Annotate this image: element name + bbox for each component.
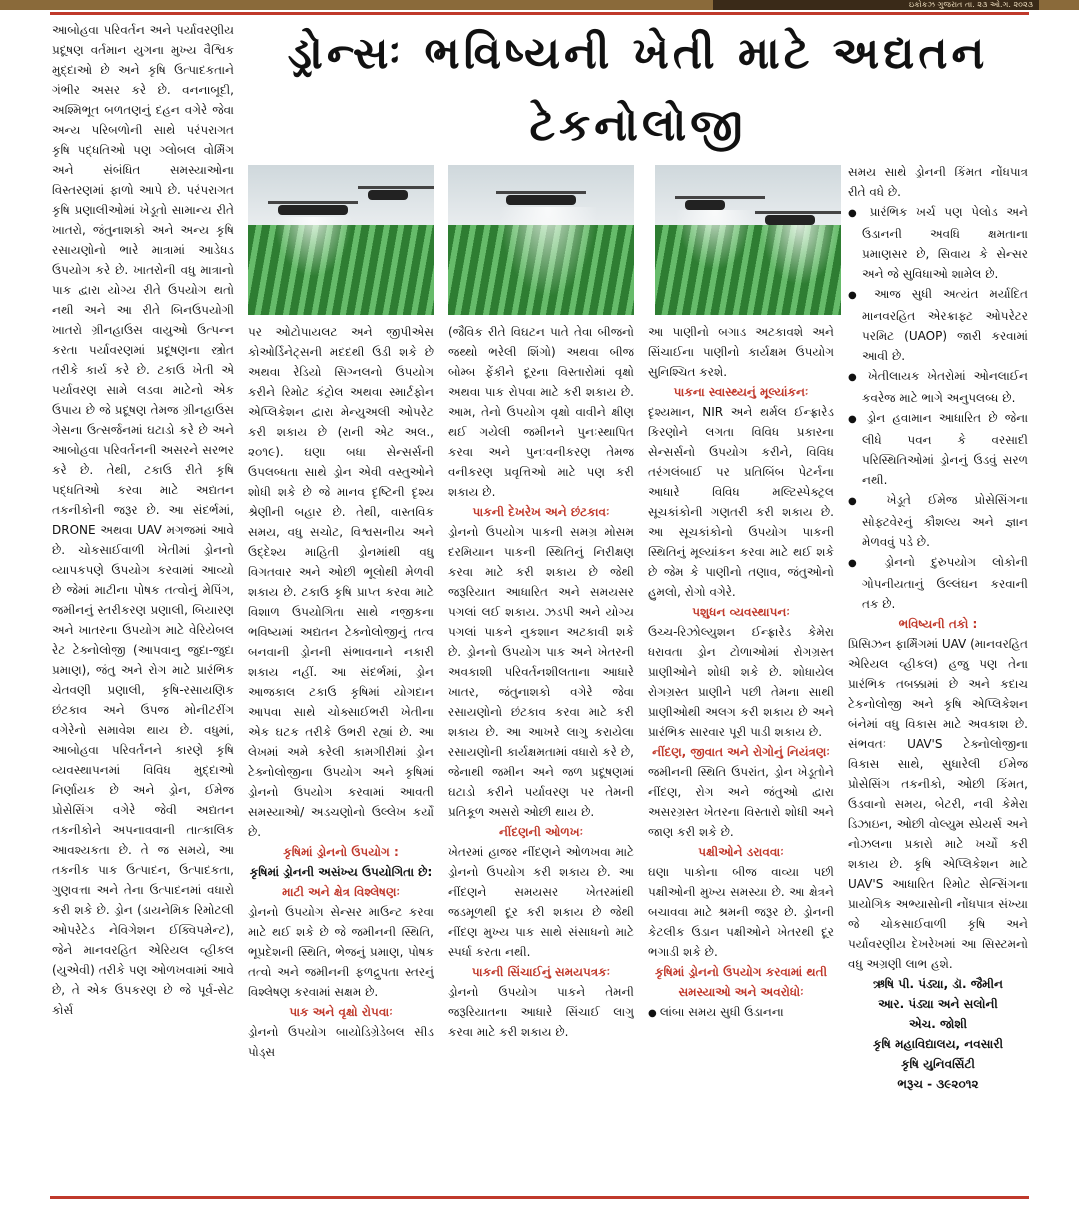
paragraph: ખેતરમાં હાજર નીંદણને ઓળખવા માટે ડ્રોનનો ઉપયોગ કરી શકાય છે. આ નીંદણને સમયસર ખેતરમાંથી જડમૂળથી દૂર કરી શકાય છે જેથી નીંદણ મુખ્ય પાક સાથે સંસાધનો માટે સ્પર્ધા કરતા નથી. bbox=[448, 845, 634, 959]
paragraph: પર ઓટોપાયલટ અને જીપીએસ કોઓર્ડિનેટ્સની મદદથી ઉડી શકે છે અથવા રેડિયો સિગ્નલનો ઉપયોગ કરીને રિમોટ કંટ્રોલ અથવા સ્માર્ટફોન એપ્લિકેશન દ્વારા મેન્યુઅલી ઓપરેટ કરી શકાય છે (રાની એટ અલ., ૨૦૧૯). ઘણા બધા સેન્સર્સની ઉપલબ્ધતા સાથે ડ્રોન એવી વસ્તુઓને શોધી શકે છે જે માનવ દૃષ્ટિની દૃશ્ય શ્રેણીની બહાર છે. તેથી, વાસ્તવિક સમય, વધુ સચોટ, વિશ્વસનીય અને ઉદ્દેશ્ય માહિતી ડ્રોનમાંથી વધુ વિગતવાર અને ઓછી ભૂલોથી મેળવી શકાય છે. ટકાઉ કૃષિ પ્રાપ્ત કરવા માટે વિશાળ ઉપયોગિતા સાથે નજીકના ભવિષ્યમાં અદ્યતન ટેક્નોલોજીનું તત્વ બનવાની ડ્રોનની સંભાવનાને નકારી શકાય નહીં. આ સંદર્ભમાં, ડ્રોન આજકાલ ટકાઉ કૃષિમાં યોગદાન આપવા સાથે ચોક્સાઈભરી ખેતીના એક ઘટક તરીકે ઉભરી રહ્યાં છે. આ લેખમાં અમે કરેલી કામગીરીમાં ડ્રોન ટેક્નોલોજીના ઉપયોગ અને કૃષિમાં ડ્રોનનો ઉપયોગ કરવામાં આવતી સમસ્યાઓ/ અડચણોનો ઉલ્લેખ કર્યો છે. bbox=[248, 325, 434, 839]
article-title: ડ્રોન્સઃ ભવિષ્યની ખેતી માટે અદ્યતન ટેકનોલોજી bbox=[287, 28, 989, 151]
section-heading: ભવિષ્યની તકો : bbox=[898, 617, 978, 631]
paragraph: આ પાણીનો બગાડ અટકાવશે અને સિંચાઈના પાણીનો કાર્યક્ષમ ઉપયોગ સુનિશ્ચિત કરશે. bbox=[648, 325, 834, 379]
section-heading: નીંદણની ઓળખઃ bbox=[498, 825, 584, 839]
paragraph: દૃશ્યમાન, NIR અને થર્મલ ઈન્ફ્રારેડ કિરણોને લગતા વિવિધ પ્રકારના સેન્સર્સનો ઉપયોગ કરીને, વિવિધ તરંગલંબાઈ પર પ્રતિબિંબ પેટર્નના આધારે વિવિધ મલ્ટિસ્પેક્ટ્રલ સૂચકાંકોની ગણતરી કરી શકાય છે. આ સૂચકાંકોનો ઉપયોગ પાકની સ્થિતિનું મૂલ્યાંકન કરવા માટે થઈ શકે છે જેમ કે પાણીનો તણાવ, જંતુઓનો હુમલો, રોગો વગેરે. bbox=[648, 405, 834, 599]
bottom-rule bbox=[50, 1196, 1029, 1199]
author-line: એચ. જોશી bbox=[908, 1017, 968, 1031]
header-band: ઇકોકઝ ગુજરાત તા. ૨૩ ઓ.ગ. ૨૦૨૩ bbox=[713, 0, 1039, 10]
paragraph: ડ્રોનનો ઉપયોગ પાકની સમગ્ર મોસમ દરમિયાન પાકની સ્થિતિનું નિરીક્ષણ કરવા માટે કરી શકાય છે જેથી જરૂરિયાત આધારિત અને સમયસર પગલાં લઈ શકાય. ઝડપી અને યોગ્ય પગલાં પાકને નુકશાન અટકાવી શકે છે. ડ્રોનનો ઉપયોગ પાક અને ખેતરની અવકાશી પરિવર્તનશીલતાના આધારે ખાતર, જંતુનાશકો વગેરે જેવા રસાયણોનો છંટકાવ કરવા માટે કરી શકાય છે. આ આખરે લાગુ કરાયેલા રસાયણોની કાર્યક્ષમતામાં વધારો કરે છે, જેનાથી જમીન અને જળ પ્રદૂષણમાં ઘટાડો કરીને પર્યાવરણ પર તેમની પ્રતિકૂળ અસરો ઓછી થાય છે. bbox=[448, 525, 634, 819]
paragraph: સમય સાથે ડ્રોનની કિંમત નોંધપાત્ર રીતે વધે છે. bbox=[848, 165, 1028, 199]
section-heading: પક્ષીઓને ડરાવવાઃ bbox=[698, 845, 784, 859]
bullet-item: ● ડ્રોનનો દુરુપયોગ લોકોની ગોપનીયતાનું ઉલ્લંઘન કરવાની તક છે. bbox=[848, 552, 1028, 614]
column-4 bbox=[648, 322, 834, 1190]
bullet-item: ● ખેતીલાયક ખેતરોમાં ઓનલાઈન કવરેજ માટે ભાગે અનુપલબ્ધ છે. bbox=[848, 366, 1028, 408]
paragraph: ડ્રોનનો ઉપયોગ પાકને તેમની જરૂરિયાતના આધારે સિંચાઈ લાગુ કરવા માટે કરી શકાય છે. bbox=[448, 985, 634, 1039]
column-3 bbox=[448, 322, 634, 1190]
author-line: ઋષિ પી. પંડ્યા, ડૉ. જૈમીન bbox=[873, 977, 1003, 991]
drone-photo-3 bbox=[655, 165, 841, 315]
section-heading: માટી અને ક્ષેત્ર વિશ્લેષણઃ bbox=[282, 885, 400, 899]
section-heading: પાકના સ્વાસ્થ્યનું મૂલ્યાંકનઃ bbox=[673, 385, 809, 399]
paragraph: ઘણા પાકોના બીજ વાવ્યા પછી પક્ષીઓની મુખ્ય સમસ્યા છે. આ ક્ષેત્રને બચાવવા માટે શ્રમની જરૂર છે. ડ્રોનની કેટલીક ઉડાન પક્ષીઓને ખેતરથી દૂર ભગાડી શકે છે. bbox=[648, 865, 834, 959]
author-line: કૃષિ યુનિવર્સિટી bbox=[901, 1057, 975, 1071]
paragraph: પ્રિસિઝન ફાર્મિંગમાં UAV (માનવરહિત એરિયલ વ્હીકલ) હજુ પણ તેના પ્રારંભિક તબક્કામાં છે અને કદાચ ટેકનોલોજી અને કૃષિ એપ્લિકેશન બંનેમાં વધુ વિકાસ માટે અવકાશ છે. સંભવતઃ UAV'S ટેક્નોલોજીના વિકાસ સાથે, સુધારેલી ઈમેજ પ્રોસેસિંગ તકનીકો, ઓછી કિંમત, ઉડવાનો સમય, બેટરી, નવી કેમેરા ડિઝાઇન, ઓછી વોલ્યુમ સ્પ્રેયર્સ અને નોઝલના પ્રકારો માટે ખર્ચો કરી શકાય છે. કૃષિ એપ્લિકેશન માટે UAV'S આધારિત રિમોટ સેન્સિંગના પ્રાયોગિક અભ્યાસોની નોંધપાત્ર સંખ્યા જે ચોકસાઈવાળી કૃષિ અને પર્યાવરણીય દેખરેખમાં આ સિસ્ટમનો વધુ અગ્રણી લાભ હશે. bbox=[848, 637, 1028, 971]
top-banner bbox=[0, 0, 1079, 10]
paragraph: જમીનની સ્થિતિ ઉપરાંત, ડ્રોન ખેડૂતોને નીંદણ, રોગ અને જંતુઓ દ્વારા અસરગ્રસ્ત ખેતરના વિસ્તારો શોધી અને જાણ કરી શકે છે. bbox=[648, 765, 834, 839]
bullet-item: ● ખેડૂતે ઈમેજ પ્રોસેસિંગના સોફ્ટવેરનું કૌશલ્ય અને જ્ઞાન મેળવવું પડે છે. bbox=[848, 490, 1028, 552]
bullet-item: ● પ્રારંભિક ખર્ચ પણ પેલોડ અને ઉડાનની અવધિ ક્ષમતાના પ્રમાણસર છે, સિવાય કે સેન્સર અને જે સુવિધાઓ શામેલ છે. bbox=[848, 202, 1028, 284]
sub-heading: કૃષિમાં ડ્રોનની અસંખ્ય ઉપયોગિતા છે: bbox=[249, 865, 433, 879]
section-heading: પાક અને વૃક્ષો રોપવાઃ bbox=[289, 1005, 393, 1019]
paragraph: (જૈવિક રીતે વિઘટન પાતે તેવા બીજનો જથ્થો ભરેલી શિંગો) અથવા બીજ બોમ્બ ફેંકીને દૂરના વિસ્તારોમાં વૃક્ષો અથવા પાક રોપવા માટે કરી શકાય છે. આમ, તેનો ઉપયોગ વૃક્ષો વાવીને ક્ષીણ થઈ ગયેલી જમીનને પુનઃસ્થાપિત કરવા અને પુનઃવનીકરણ તેમજ વનીકરણ પ્રવૃત્તિઓ માટે પણ કરી શકાય છે. bbox=[448, 325, 634, 499]
section-heading: પાકની સિંચાઈનું સમયપત્રકઃ bbox=[471, 965, 611, 979]
bullet-item: ● આજ સુધી અત્યંત મર્યાદિત માનવરહિત એરક્રાફ્ટ ઓપરેટર પરમિટ (UAOP) જારી કરવામાં આવી છે. bbox=[848, 284, 1028, 366]
paragraph: ઉચ્ચ-રિઝોલ્યુશન ઈન્ફ્રારેડ કેમેરા ધરાવતા ડ્રોન ટોળાઓમાં રોગગ્રસ્ત પ્રાણીઓને શોધી શકે છે. શોધાયેલ રોગગ્રસ્ત પ્રાણીને પછી તેમના સાથી પ્રાણીઓથી અલગ કરી શકાય છે અને પ્રારંભિક સારવાર પૂરી પાડી શકાય છે. bbox=[648, 625, 834, 739]
drone-photo-2 bbox=[448, 165, 634, 315]
intro-paragraph: આબોહવા પરિવર્તન અને પર્યાવરણીય પ્રદૂષણ વર્તમાન યુગના મુખ્ય વૈશ્વિક મુદ્દાઓ છે અને કૃષિ ઉત્પાદકતાને ગંભીર અસર કરે છે. વનનાબૂદી, અશ્મિભૂત બળતણનું દહન વગેરે જેવા અન્ય પરિબળોની સાથે પરંપરાગત કૃષિ પદ્ધતિઓ પણ ગ્લોબલ વોર્મિંગ અને સંબંધિત સમસ્યાઓના વિસ્તરણમાં ફાળો આપે છે. પરંપરાગત કૃષિ પ્રણાલીઓમાં ખેડૂતો સામાન્ય રીતે ખાતરો, જંતુનાશકો અને અન્ય કૃષિ રસાયણોનો ભારે માત્રામાં આડેધડ ઉપયોગ કરે છે. ખાતરોની વધુ માત્રાનો પાક દ્વારા યોગ્ય રીતે ઉપયોગ થતો નથી અને આ રીતે બિનઉપયોગી ખાતરો ગ્રીનહાઉસ વાયુઓ ઉત્પન્ન કરતા પર્યાવરણમાં પ્રદૂષણના સ્ત્રોત તરીકે કાર્ય કરે છે. ટકાઉ ખેતી એ પર્યાવરણ સામે લડવા માટેનો એક ઉપાય છે જે પ્રદૂષણ તેમજ ગ્રીનહાઉસ ગેસના ઉત્સર્જનમાં ઘટાડો કરે છે અને આબોહવા પરિવર્તનની અસરને સરભર કરે છે. તેથી, ટકાઉ રીતે કૃષિ પદ્ધતિઓ કરવા માટે અદ્યતન તકનીકોની જરૂર છે. આ સંદર્ભમાં, DRONE અથવા UAV મગજમાં આવે છે. ચોકસાઈવાળી ખેતીમાં ડ્રોનનો વ્યાપકપણે ઉપયોગ કરવામાં આવ્યો છે જેમાં માટીના પોષક તત્વોનું મેપિંગ, જમીનનું સ્તરીકરણ પ્રણાલી, બિયારણ અને ખાતરના ઉપયોગ માટે વેરિયેબલ રેટ ટેક્નોલોજી (આપવાનુ જુદા-જુદા પ્રમાણ), જંતુ અને રોગ માટે પ્રારંભિક ચેતવણી પ્રણાલી, કૃષિ-રસાયણિક છંટકાવ અને ઉપજ મોનીટરીંગ વગેરેનો સમાવેશ થાય છે. વધુમાં, આબોહવા પરિવર્તનને કારણે કૃષિ વ્યવસ્થાપનમાં વિવિધ મુદ્દાઓ નિર્ણાયક છે અને ડ્રોન, ઈમેજ પ્રોસેસિંગ વગેરે જેવી અદ્યતન તકનીકોને અપનાવવાની તાત્કાલિક આવશ્યકતા છે. તે જ સમયે, આ તકનીક પાક ઉત્પાદન, ઉત્પાદકતા, ગુણવત્તા અને તેના ઉત્પાદનમાં વધારો કરી શકે છે. ડ્રોન (ડાયનેમિક રિમોટલી ઓપરેટેડ નેવિગેશન ઈક્વિપમેન્ટ), જેને માનવરહિત એરિયલ વ્હીકલ (યુએવી) તરીકે પણ ઓળખવામાં આવે છે, તે એક ઉપકરણ છે જે પૂર્વ-સેટ કોર્સ bbox=[52, 23, 234, 1017]
section-heading: કૃષિમાં ડ્રોનનો ઉપયોગ : bbox=[283, 845, 399, 859]
paragraph: ડ્રોનનો ઉપયોગ સેન્સર માઉન્ટ કરવા માટે થઈ શકે છે જે જમીનની સ્થિતિ, ભૂપ્રદેશની સ્થિતિ, ભેજનું પ્રમાણ, પોષક તત્વો અને જમીનની ફળદ્રુપતા સ્તરનું વિશ્લેષણ કરવામાં સક્ષમ છે. bbox=[248, 905, 434, 999]
section-heading: નીંદણ, જીવાત અને રોગોનું નિયંત્રણઃ bbox=[652, 745, 830, 759]
author-line: કૃષિ મહાવિદ્યાલય, નવસારી bbox=[873, 1037, 1003, 1051]
top-rule bbox=[50, 12, 1029, 15]
author-line: આર. પંડ્યા અને સલોની bbox=[878, 997, 998, 1011]
paragraph: ડ્રોનનો ઉપયોગ બાયોડિગ્રેડેબલ સીડ પોડ્સ bbox=[248, 1025, 434, 1059]
section-heading: પાકની દેખરેખ અને છંટકાવઃ bbox=[472, 505, 610, 519]
author-line: ભરૂચ - ૩૯૨૦૧૨ bbox=[897, 1077, 979, 1091]
section-heading: પશુધન વ્યવસ્થાપનઃ bbox=[692, 605, 790, 619]
section-heading: કૃષિમાં ડ્રોનનો ઉપયોગ કરવામાં થતી સમસ્યાઓ અને અવરોધોઃ bbox=[654, 965, 828, 999]
bullet-item: ● લાંબા સમય સુધી ઉડાનના bbox=[648, 1002, 834, 1024]
bullet-item: ● ડ્રોન હવામાન આધારિત છે જેના લીધે પવન કે વરસાદી પરિસ્થિતિઓમાં ડ્રોનનું ઉડવું સરળ નથી. bbox=[848, 408, 1028, 490]
column-2 bbox=[248, 322, 434, 1190]
drone-photo-1 bbox=[248, 165, 434, 315]
column-5 bbox=[848, 162, 1028, 1190]
column-1 bbox=[52, 20, 234, 1190]
